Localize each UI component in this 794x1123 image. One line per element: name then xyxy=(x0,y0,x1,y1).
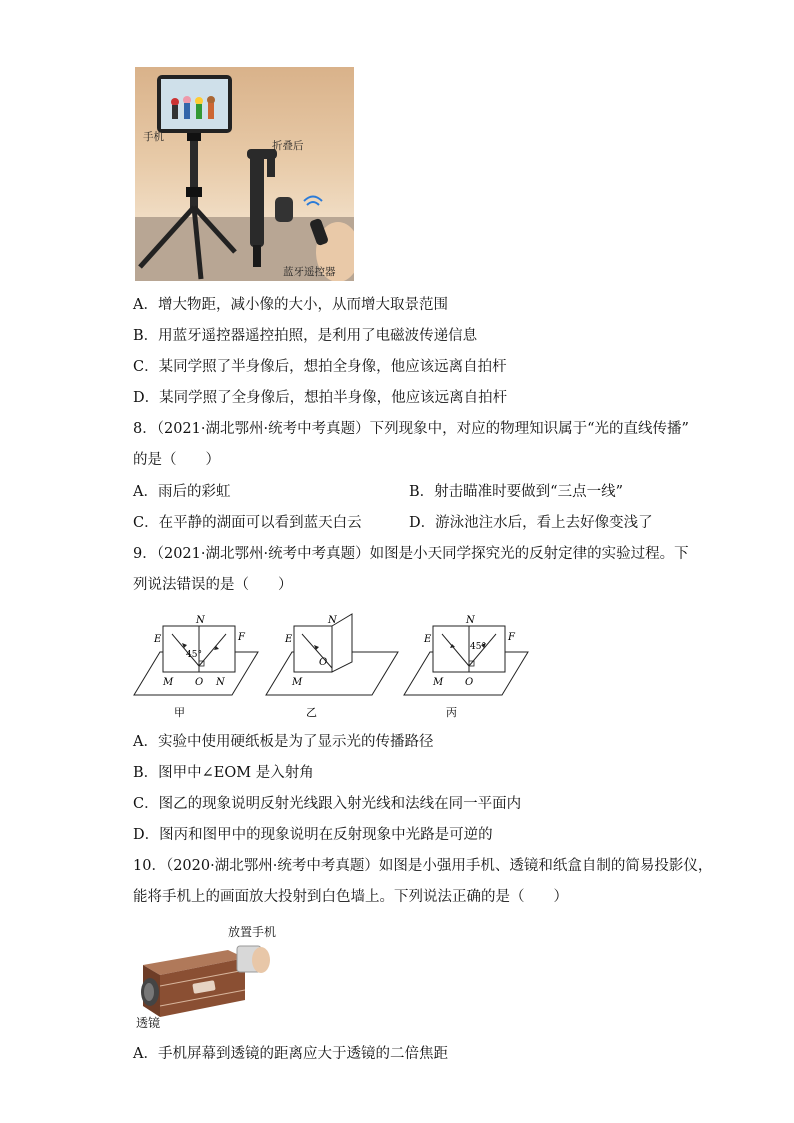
fig-jia-caption: 甲 xyxy=(174,706,185,719)
q9-option-a: A．实验中使用硬纸板是为了显示光的传播路径 xyxy=(133,734,434,750)
selfie-stick-photo xyxy=(135,67,354,281)
figure-yi xyxy=(266,614,398,719)
q8-stem-line1: 8．（2021·湖北鄂州·统考中考真题）下列现象中，对应的物理知识属于“光的直线传播” xyxy=(133,421,689,437)
fig-jia-label-n-bottom: N xyxy=(216,677,225,688)
photo-label-remote: 蓝牙遥控器 xyxy=(283,266,336,278)
photo-label-phone: 手机 xyxy=(143,131,164,143)
q9-option-b: B．图甲中∠EOM 是入射角 xyxy=(133,765,314,781)
fig-bing-caption: 丙 xyxy=(446,706,457,719)
q8-option-c: C．在平静的湖面可以看到蓝天白云 xyxy=(133,515,362,531)
q9-stem-line1: 9．（2021·湖北鄂州·统考中考真题）如图是小天同学探究光的反射定律的实验过程。下 xyxy=(133,546,689,562)
fig-yi-label-o: O xyxy=(319,657,328,668)
fig-jia-label-n-top: N xyxy=(196,615,205,626)
fig-jia-label-f: F xyxy=(238,632,245,643)
q9-option-c: C．图乙的现象说明反射光线跟入射光线和法线在同一平面内 xyxy=(133,796,522,812)
fig-jia-label-e: E xyxy=(154,634,162,645)
fig-jia-label-o: O xyxy=(195,677,204,688)
fig-yi-label-m: M xyxy=(292,677,303,688)
fig-jia-label-m: M xyxy=(163,677,174,688)
q10-stem-line1: 10．（2020·湖北鄂州·统考中考真题）如图是小强用手机、透镜和纸盒自制的简易投影仪， xyxy=(133,858,713,874)
fig-bing-angle: 45° xyxy=(470,642,486,652)
fig-bing-label-o: O xyxy=(465,677,474,688)
q10-option-a: A．手机屏幕到透镜的距离应大于透镜的二倍焦距 xyxy=(133,1046,448,1062)
fig-yi-label-n: N xyxy=(328,615,337,626)
projector-photo xyxy=(133,920,283,1030)
fig-bing-label-f: F xyxy=(508,632,515,643)
fig-yi-label-e: E xyxy=(285,634,293,645)
q7-option-b: B．用蓝牙遥控器遥控拍照，是利用了电磁波传递信息 xyxy=(133,328,478,344)
q10-stem-line2: 能将手机上的画面放大投射到白色墙上。下列说法正确的是（ ） xyxy=(133,889,568,905)
q9-option-d: D．图丙和图甲中的现象说明在反射现象中光路是可逆的 xyxy=(133,827,493,843)
q7-option-a: A．增大物距，减小像的大小，从而增大取景范围 xyxy=(133,297,448,313)
fig-bing-label-e: E xyxy=(424,634,432,645)
q8-stem-line2: 的是（ ） xyxy=(133,452,220,468)
fig-bing-label-m: M xyxy=(433,677,444,688)
q8-option-d: D．游泳池注水后，看上去好像变浅了 xyxy=(409,515,653,531)
q7-option-d: D．某同学照了全身像后，想拍半身像，他应该远离自拍杆 xyxy=(133,390,508,406)
q9-stem-line2: 列说法错误的是（ ） xyxy=(133,577,293,593)
selfie-stick-illustration xyxy=(135,67,354,281)
reflection-experiment-figure xyxy=(130,610,540,720)
figure-jia xyxy=(134,615,258,719)
fig-yi-caption: 乙 xyxy=(306,706,317,719)
projector-label-lens: 透镜 xyxy=(136,1016,161,1030)
figure-bing xyxy=(404,615,528,719)
projector-label-phone: 放置手机 xyxy=(228,925,277,939)
q8-option-a: A．雨后的彩虹 xyxy=(133,484,231,500)
q8-option-b: B．射击瞄准时要做到“三点一线” xyxy=(409,484,623,500)
fig-bing-label-n: N xyxy=(466,615,475,626)
fig-jia-angle: 45° xyxy=(186,650,202,660)
photo-label-folded: 折叠后 xyxy=(272,140,304,152)
q7-option-c: C．某同学照了半身像后，想拍全身像，他应该远离自拍杆 xyxy=(133,359,507,375)
